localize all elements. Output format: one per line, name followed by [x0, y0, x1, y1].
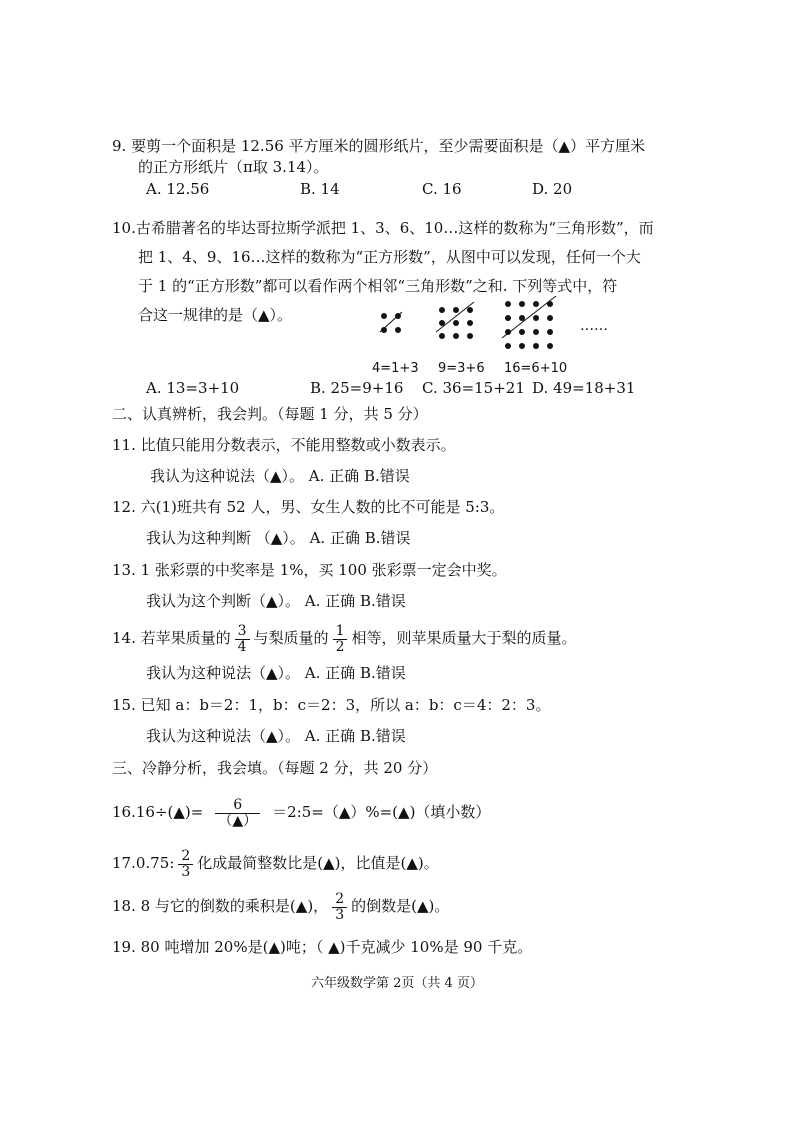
q17-post: 化成最简整数比是(▲)，比值是(▲)。	[197, 854, 439, 872]
q16-num: 6	[215, 798, 260, 814]
q14-f2-den: 2	[335, 638, 345, 655]
q14-f1-num: 3	[235, 624, 250, 640]
section2-title: 二、认真辨析，我会判。（每题 1 分，共 5 分）	[112, 405, 428, 423]
q18-text	[112, 888, 449, 924]
q19-text: 19. 80 吨增加 20%是(▲)吨；（ ▲)千克减少 10%是 90 千克。	[112, 938, 533, 956]
q17-text	[112, 845, 439, 881]
figure-ellipsis: ……	[580, 318, 608, 334]
q15-text: 15. 已知 a：b＝2：1，b：c＝2：3，所以 a：b：c＝4：2：3。	[112, 696, 551, 714]
dots-3x3	[436, 302, 474, 339]
figure-label-2: 9=3+6	[438, 361, 485, 376]
q14-f1-den: 4	[237, 638, 247, 655]
q13-answer: 我认为这个判断（▲）。 A. 正确 B.错误	[146, 592, 406, 610]
q9-option-d: D. 20	[532, 180, 573, 198]
page-footer: 六年级数学第 2页（共 4 页）	[311, 976, 483, 991]
q9-option-b: B. 14	[300, 180, 340, 198]
q14-fraction-1	[235, 624, 250, 655]
q18-pre: 18. 8 与它的倒数的乘积是(▲)，	[112, 897, 329, 915]
figure-label-3: 16=6+10	[504, 361, 568, 376]
q10-line1: 10.古希腊著名的毕达哥拉斯学派把 1、3、6、10…这样的数称为“三角形数”，而	[112, 219, 654, 237]
q14-fraction-2	[333, 624, 348, 655]
q15-answer: 我认为这种说法（▲）。 A. 正确 B.错误	[146, 727, 406, 745]
q14-pre: 14. 若苹果质量的	[112, 629, 231, 647]
q17-pre: 17.0.75:	[112, 854, 175, 872]
q18-post: 的倒数是(▲)。	[351, 897, 450, 915]
q16-post: ＝2:5=（▲）%=(▲)（填小数）	[272, 803, 491, 821]
dots-4x4	[502, 296, 556, 349]
q18-num: 2	[332, 892, 347, 908]
q12-text: 12. 六(1)班共有 52 人，男、女生人数的比不可能是 5:3。	[112, 498, 505, 516]
q14-text	[112, 620, 577, 656]
q10-option-a: A. 13=3+10	[146, 379, 240, 397]
q10-line2: 把 1、4、9、16…这样的数称为“正方形数”，从图中可以发现，任何一个大	[138, 248, 641, 266]
q14-mid: 与梨质量的	[253, 629, 329, 647]
q16-fraction	[215, 798, 260, 829]
q11-text: 11. 比值只能用分数表示，不能用整数或小数表示。	[112, 436, 456, 454]
q14-answer: 我认为这种说法（▲）。 A. 正确 B.错误	[146, 664, 406, 682]
q16-pre: 16.16÷(▲)=	[112, 803, 204, 821]
dots-2x2	[380, 312, 402, 333]
q10-option-c: C. 36=15+21	[422, 379, 525, 397]
q14-f2-num: 1	[333, 624, 348, 640]
q17-fraction	[178, 849, 193, 880]
q9-option-a: A. 12.56	[146, 180, 210, 198]
q10-option-b: B. 25=9+16	[310, 379, 404, 397]
q14-post: 相等，则苹果质量大于梨的质量。	[351, 629, 577, 647]
q10-line4: 合这一规律的是（▲）。	[138, 306, 293, 324]
q18-den: 3	[335, 906, 345, 923]
q17-num: 2	[178, 849, 193, 865]
section3-title: 三、冷静分析，我会填。（每题 2 分，共 20 分）	[112, 759, 438, 777]
q11-answer: 我认为这种说法（▲）。 A. 正确 B.错误	[150, 467, 410, 485]
q18-fraction	[332, 892, 347, 923]
q12-answer: 我认为这种判断 （▲）。 A. 正确 B.错误	[146, 529, 411, 547]
q10-line3: 于 1 的“正方形数”都可以看作两个相邻“三角形数”之和. 下列等式中，符	[138, 277, 618, 295]
q16-den: （▲）	[218, 812, 258, 829]
q16-text	[112, 793, 490, 831]
q10-option-d: D. 49=18+31	[532, 379, 636, 397]
figure-label-1: 4=1+3	[372, 361, 419, 376]
q9-option-c: C. 16	[422, 180, 462, 198]
q9-line1: 9. 要剪一个面积是 12.56 平方厘米的圆形纸片，至少需要面积是（▲）平方厘米	[112, 137, 646, 155]
q17-den: 3	[181, 863, 191, 880]
q9-line2: 的正方形纸片（π取 3.14）。	[138, 158, 329, 176]
q13-text: 13. 1 张彩票的中奖率是 1%，买 100 张彩票一定会中奖。	[112, 561, 507, 579]
